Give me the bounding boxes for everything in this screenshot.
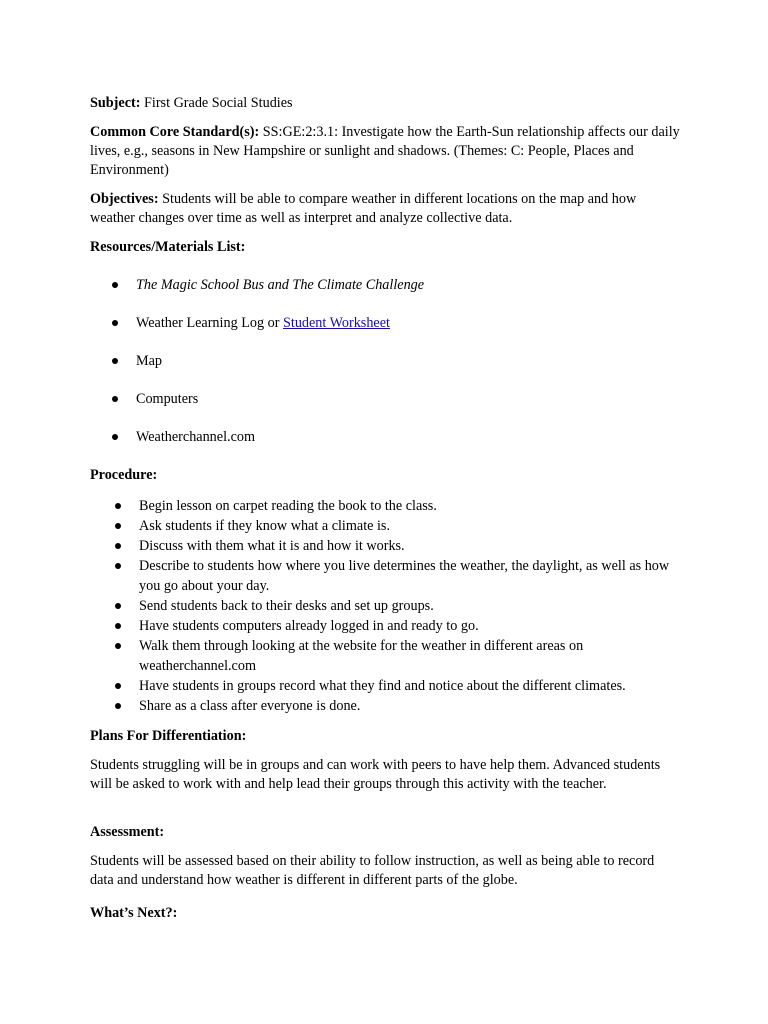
procedure-step: Discuss with them what it is and how it works. bbox=[139, 538, 405, 554]
procedure-step: Send students back to their desks and set up groups. bbox=[139, 598, 434, 614]
bullet-icon bbox=[112, 352, 136, 371]
standards-label: Common Core Standard(s): bbox=[90, 124, 260, 140]
list-item bbox=[115, 516, 680, 536]
resource-item-text bbox=[136, 314, 390, 333]
bullet-icon bbox=[112, 428, 136, 447]
bullet-icon bbox=[115, 496, 121, 516]
objectives-label: Objectives: bbox=[90, 191, 159, 207]
subject-label: Subject: bbox=[90, 95, 141, 111]
list-item bbox=[115, 536, 680, 556]
procedure-heading: Procedure: bbox=[90, 467, 158, 483]
whats-next-heading: What’s Next?: bbox=[90, 905, 178, 921]
subject-line bbox=[90, 94, 680, 113]
bullet-icon bbox=[115, 536, 121, 556]
procedure-step: Walk them through looking at the website for the weather in different areas on weatherchannel.com bbox=[139, 638, 584, 674]
list-item bbox=[115, 696, 680, 716]
objectives-value: Students will be able to compare weather in different locations on the map and how weather changes over time as well as interpret and analyze collective data. bbox=[90, 191, 637, 226]
list-item bbox=[115, 676, 680, 696]
standards-paragraph bbox=[90, 123, 680, 180]
procedure-list bbox=[115, 496, 680, 716]
assessment-text: Students will be assessed based on their ability to follow instruction, as well as being able to record data and understand how weather is different in different parts of the globe. bbox=[90, 853, 655, 888]
student-worksheet-link[interactable]: Student Worksheet bbox=[282, 315, 390, 331]
list-item bbox=[115, 556, 680, 596]
bullet-icon bbox=[115, 596, 121, 616]
procedure-step: Begin lesson on carpet reading the book to the class. bbox=[139, 498, 437, 514]
bullet-icon bbox=[115, 696, 121, 716]
resource-item-text: Computers bbox=[136, 391, 199, 407]
objectives-paragraph bbox=[90, 190, 680, 228]
resource-item-text: The Magic School Bus and The Climate Challenge bbox=[136, 277, 425, 293]
resources-heading: Resources/Materials List: bbox=[90, 239, 246, 255]
differentiation-text: Students struggling will be in groups and can work with peers to have help them. Advanced students will be asked to work with and help lead their groups through this activity with the teacher. bbox=[90, 757, 661, 792]
bullet-icon bbox=[112, 276, 136, 295]
procedure-step: Ask students if they know what a climate is. bbox=[139, 518, 390, 534]
list-item bbox=[115, 616, 680, 636]
procedure-step: Describe to students how where you live determines the weather, the daylight, as well as how you go about your day. bbox=[139, 558, 670, 594]
procedure-step: Share as a class after everyone is done. bbox=[139, 698, 361, 714]
assessment-heading: Assessment: bbox=[90, 824, 165, 840]
bullet-icon bbox=[115, 616, 121, 636]
list-item bbox=[115, 636, 680, 676]
procedure-step: Have students in groups record what they find and notice about the different climates. bbox=[139, 678, 626, 694]
bullet-icon bbox=[115, 636, 121, 656]
resource-item-text: Weatherchannel.com bbox=[136, 429, 255, 445]
bullet-icon bbox=[112, 390, 136, 409]
bullet-icon bbox=[115, 516, 121, 536]
subject-value: First Grade Social Studies bbox=[144, 95, 293, 111]
standards-value: SS:GE:2:3.1: Investigate how the Earth-Sun relationship affects our daily lives, e.g., seasons in New Hampshire or sunlight and shadows. (Themes: C: People, Places and Environment) bbox=[90, 124, 680, 178]
list-item bbox=[115, 596, 680, 616]
list-item bbox=[115, 496, 680, 516]
resource-item-text: Map bbox=[136, 353, 163, 369]
differentiation-heading: Plans For Differentiation: bbox=[90, 728, 247, 744]
procedure-step: Have students computers already logged in and ready to go. bbox=[139, 618, 479, 634]
bullet-icon bbox=[115, 556, 121, 576]
bullet-icon bbox=[112, 314, 136, 333]
resource-item-prefix: Weather Learning Log or bbox=[136, 315, 283, 331]
bullet-icon bbox=[115, 676, 121, 696]
